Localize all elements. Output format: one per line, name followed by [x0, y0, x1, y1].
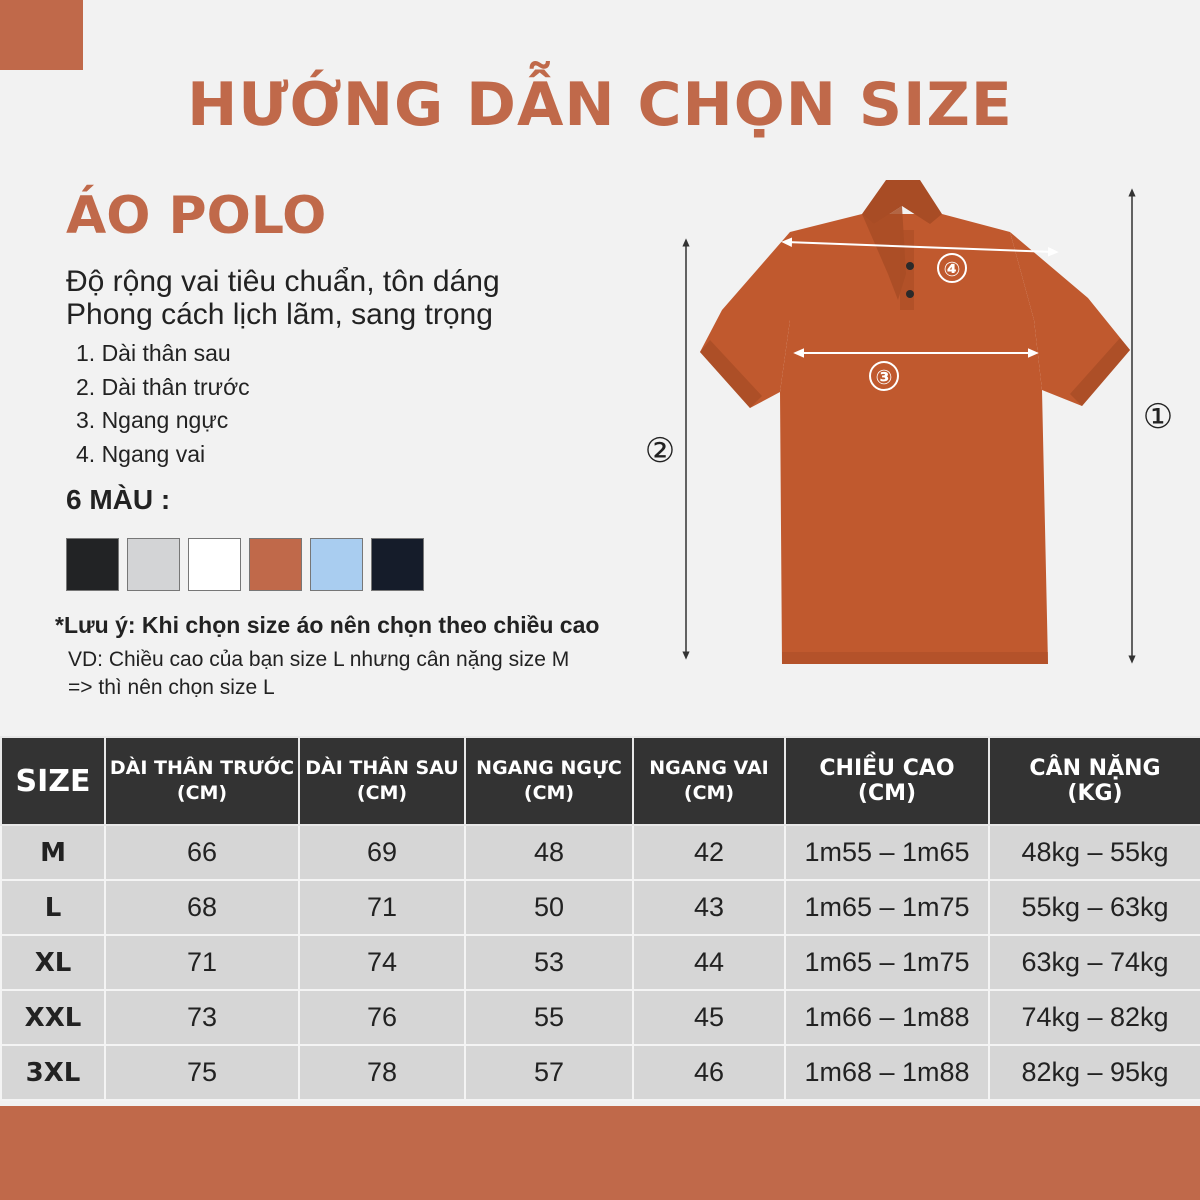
- size-chart-table: [0, 736, 1200, 1101]
- tagline-1: Độ rộng vai tiêu chuẩn, tôn dáng: [66, 265, 500, 298]
- table-cell: 57: [465, 1045, 633, 1100]
- sizing-note: *Lưu ý: Khi chọn size áo nên chọn theo chiều cao: [55, 612, 600, 638]
- column-header-back-length: [299, 737, 465, 825]
- corner-accent-block: [0, 0, 83, 70]
- measure-label-1: ①: [1142, 397, 1174, 437]
- measure-label-3: ③: [875, 365, 893, 389]
- table-cell: 74: [299, 935, 465, 990]
- measure-label-4: ④: [943, 257, 961, 281]
- table-cell: 75: [105, 1045, 299, 1100]
- page-title: HƯỚNG DẪN CHỌN SIZE: [187, 70, 1013, 140]
- table-cell: 78: [299, 1045, 465, 1100]
- table-cell: 1m66 – 1m88: [785, 990, 989, 1045]
- size-cell: 3XL: [1, 1045, 105, 1100]
- table-cell: 74kg – 82kg: [989, 990, 1200, 1045]
- table-cell: 45: [633, 990, 785, 1045]
- measure-label-2: ②: [644, 431, 676, 471]
- table-row: [1, 990, 1200, 1045]
- header-text: DÀI THÂN TRƯỚC: [109, 757, 295, 779]
- table-cell: 68: [105, 880, 299, 935]
- color-swatch-white[interactable]: [188, 538, 241, 591]
- table-cell: 46: [633, 1045, 785, 1100]
- color-swatch-gray[interactable]: [127, 538, 180, 591]
- sizing-example-line-2: => thì nên chọn size L: [68, 676, 275, 699]
- table-cell: 1m65 – 1m75: [785, 880, 989, 935]
- color-swatch-navy[interactable]: [371, 538, 424, 591]
- size-cell: XXL: [1, 990, 105, 1045]
- header-unit: (CM): [356, 782, 408, 804]
- polo-shirt-body: [700, 180, 1130, 664]
- colors-title: 6 MÀU :: [66, 484, 171, 515]
- header-unit: (CM): [857, 781, 917, 806]
- column-header-height: [785, 737, 989, 825]
- table-cell: 50: [465, 880, 633, 935]
- header-text: NGANG VAI: [649, 757, 769, 779]
- color-swatch-orange[interactable]: [249, 538, 302, 591]
- table-row: [1, 935, 1200, 990]
- table-cell: 42: [633, 825, 785, 880]
- table-cell: 71: [299, 880, 465, 935]
- table-cell: 48: [465, 825, 633, 880]
- table-cell: 71: [105, 935, 299, 990]
- table-cell: 44: [633, 935, 785, 990]
- footer-accent-bar: [0, 1106, 1200, 1200]
- sizing-example-line-1: VD: Chiều cao của bạn size L nhưng cân nặng size M: [68, 648, 570, 671]
- measurement-item: 3. Ngang ngực: [76, 407, 229, 433]
- header-unit: (CM): [683, 782, 735, 804]
- table-cell: 73: [105, 990, 299, 1045]
- table-cell: 43: [633, 880, 785, 935]
- measurement-item: 2. Dài thân trước: [76, 373, 250, 400]
- table-row: [1, 880, 1200, 935]
- table-cell: 76: [299, 990, 465, 1045]
- table-row: [1, 1045, 1200, 1100]
- table-cell: 66: [105, 825, 299, 880]
- column-header-front-length: [105, 737, 299, 825]
- column-header-size: [1, 737, 105, 825]
- table-cell: 53: [465, 935, 633, 990]
- color-swatches: [66, 538, 424, 591]
- measurement-item: 4. Ngang vai: [76, 440, 206, 467]
- tagline-2: Phong cách lịch lãm, sang trọng: [66, 298, 493, 331]
- column-header-chest: [465, 737, 633, 825]
- table-cell: 63kg – 74kg: [989, 935, 1200, 990]
- color-swatch-black[interactable]: [66, 538, 119, 591]
- table-cell: 55: [465, 990, 633, 1045]
- measurement-list: [76, 337, 250, 471]
- polo-shirt-diagram: [630, 170, 1190, 680]
- header-text: DÀI THÂN SAU: [305, 757, 459, 779]
- header-unit: (CM): [523, 782, 575, 804]
- header-unit: (KG): [1067, 781, 1123, 806]
- size-cell: M: [1, 825, 105, 880]
- table-cell: 55kg – 63kg: [989, 880, 1200, 935]
- product-name: ÁO POLO: [66, 186, 327, 246]
- table-cell: 1m68 – 1m88: [785, 1045, 989, 1100]
- column-header-shoulder: [633, 737, 785, 825]
- table-header-row: [1, 737, 1200, 825]
- table-cell: 1m55 – 1m65: [785, 825, 989, 880]
- size-cell: L: [1, 880, 105, 935]
- size-cell: XL: [1, 935, 105, 990]
- measurement-item: 1. Dài thân sau: [76, 340, 231, 366]
- header-text: NGANG NGỰC: [476, 757, 622, 779]
- header-text: CHIỀU CAO: [819, 756, 955, 781]
- color-swatch-light-blue[interactable]: [310, 538, 363, 591]
- column-header-weight: [989, 737, 1200, 825]
- header-text: SIZE: [15, 763, 91, 799]
- header-unit: (CM): [176, 782, 228, 804]
- table-cell: 1m65 – 1m75: [785, 935, 989, 990]
- table-cell: 82kg – 95kg: [989, 1045, 1200, 1100]
- table-row: [1, 825, 1200, 880]
- table-cell: 69: [299, 825, 465, 880]
- table-cell: 48kg – 55kg: [989, 825, 1200, 880]
- header-text: CÂN NẶNG: [1029, 756, 1161, 781]
